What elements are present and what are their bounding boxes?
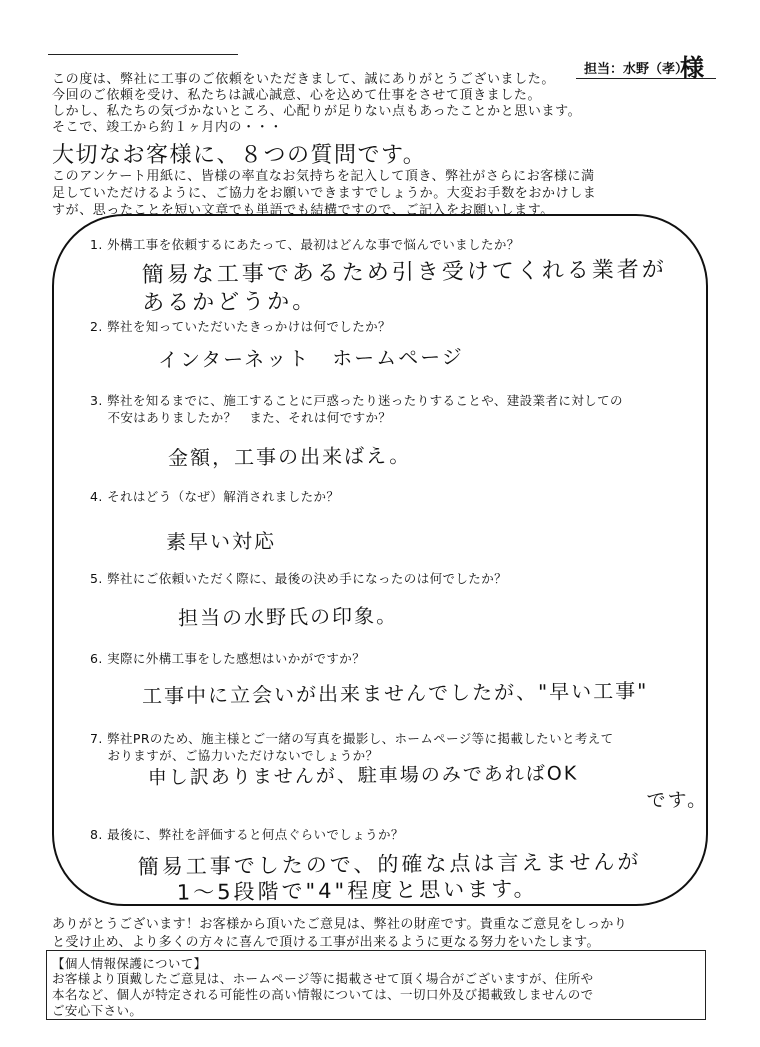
question-5: 5. 弊社にご依頼いただく際に、最後の決め手になったのは何でしたか？	[90, 571, 508, 586]
intro-paragraph: この度は、弊社に工事のご依頼をいただきまして、誠にありがとうございました。 今回のご依頼を受け、私たちは誠心誠意、心を込めて仕事をさせて頂きました。 しかし、私たちの気づかないところ、心配りが足りない点もあったことかと思います。 そこで、竣工から約１ヶ月内の・・・	[52, 72, 582, 135]
survey-request: このアンケート用紙に、皆様の率直なお気持ちを記入して頂き、弊社がさらにお客様に満 足していただけるように、ご協力をお願いできますでしょうか。大変お手数をおかけしま すが、思ったことを短い文章でも単語でも結構ですので、ご記入をお願いします。	[52, 169, 597, 218]
answer-8: 簡易工事でしたので、的確な点は言えませんが 1〜5段階で"4"程度と思います。	[137, 849, 642, 905]
thank-you-text: ありがとうございます！お客様から頂いたご意見は、弊社の財産です。貴重なご意見をしっかり と受け止め、より多くの方々に喜んで頂ける工事が出来るように更なる努力をいたします。	[52, 917, 628, 950]
answer-3: 金額，工事の出来ばえ。	[167, 443, 412, 470]
customer-name-line	[48, 54, 238, 55]
privacy-title: 【個人情報保護について】	[52, 956, 207, 971]
answer-4: 素早い対応	[165, 528, 277, 554]
honorific: 様	[680, 53, 704, 82]
question-1: 1. 外構工事を依頼するにあたって、最初はどんな事で悩んでいましたか？	[90, 237, 520, 252]
answer-7: 申し訳ありませんが、駐車場のみであればOK です。	[147, 762, 709, 817]
privacy-body: お客様より頂戴したご意見は、ホームページ等に掲載させて頂く場合がございますが、住所や 本名など、個人が特定される可能性の高い情報については、一切口外及び掲載致しませんので ご安心下さい。	[52, 971, 594, 1018]
question-4: 4. それはどう（なぜ）解消されましたか？	[90, 489, 340, 504]
answer-5: 担当の水野氏の印象。	[177, 603, 399, 630]
question-2: 2. 弊社を知っていただいたきっかけは何でしたか？	[90, 319, 391, 334]
staff-label: 担当：水野（孝）	[584, 62, 689, 77]
answer-6: 工事中に立会いが出来ませんでしたが、"早い工事"	[141, 678, 649, 708]
answer-2: インターネット ホームページ	[157, 344, 464, 372]
answer-1: 簡易な工事であるため引き受けてくれる業者が あるかどうか。	[141, 257, 667, 316]
question-8: 8. 最後に、弊社を評価すると何点ぐらいでしょうか？	[90, 827, 404, 842]
question-7: 7. 弊社PRのため、施主様とご一緒の写真を撮影し、ホームページ等に掲載したいと考えて おりますが、ご協力いただけないでしょうか？	[90, 731, 614, 763]
headline: 大切なお客様に、８つの質問です。	[52, 143, 427, 168]
question-6: 6. 実際に外構工事をした感想はいかがですか？	[90, 651, 366, 666]
question-3: 3. 弊社を知るまでに、施工することに戸惑ったり迷ったりすることや、建設業者に対しての 不安はありましたか？ また、それは何ですか？	[90, 393, 623, 425]
